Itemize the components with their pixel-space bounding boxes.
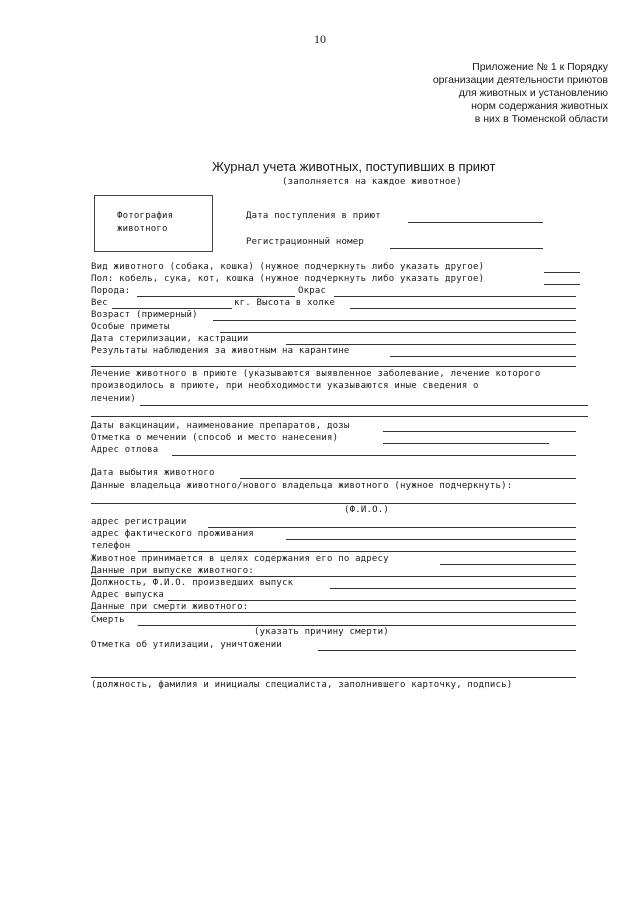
owner-data-label: Данные владельца животного/нового владельца животного (нужное подчеркнуть): [91,481,513,491]
marks-line [220,332,576,333]
quarantine-label: Результаты наблюдения за животным на карантине [91,346,350,356]
release-address-label: Адрес выпуска [91,590,165,600]
capture-address-label: Адрес отлова [91,445,159,455]
death-cause-caption: (указать причину смерти) [254,627,389,637]
weight-label: Вес [91,298,108,308]
actual-address-line [286,539,576,540]
species-label: Вид животного (собака, кошка) (нужное подчеркнуть либо указать другое) [91,262,485,272]
reg-address-label: адрес регистрации [91,517,187,527]
reg-number-label: Регистрационный номер [246,237,364,247]
reg-address-line [208,527,576,528]
treatment-line-1: Лечение животного в приюте (указываются выявленное заболевание, лечение которого [91,369,541,379]
height-label: кг. Высота в холке [234,298,336,308]
height-line [350,308,576,309]
phone-line [138,551,576,552]
phone-label: телефон [91,541,131,551]
appendix-line-1: Приложение № 1 к Порядку [472,61,608,73]
treatment-line-2: производилось в приюте, при необходимости указываются иные сведения о [91,381,479,391]
release-staff-label: Должность, Ф.И.О. произведших выпуск [91,578,294,588]
departure-date-line [240,478,576,479]
release-staff-line [330,588,576,589]
marking-line [383,443,549,444]
photo-label-1: Фотография [117,211,174,221]
sex-label: Пол: кобель, сука, кот, кошка (нужное подчеркнуть либо указать другое) [91,274,485,284]
appendix-line-4: норм содержания животных [471,100,608,112]
breed-label: Порода: [91,286,131,296]
vaccination-label: Даты вакцинации, наименование препаратов, дозы [91,421,350,431]
marking-label: Отметка о мечении (способ и место нанесения) [91,433,339,443]
page-number: 10 [314,32,326,46]
death-label: Смерть [91,615,125,625]
blank-line [91,366,576,367]
release-data-label: Данные при выпуске животного: [91,566,254,576]
reg-number-line [390,248,543,249]
treatment-line-3: лечении) [91,394,136,404]
document-subtitle: (заполняется на каждое животное) [282,177,462,187]
document-title: Журнал учета животных, поступивших в приют [212,159,496,174]
arrival-date-label: Дата поступления в приют [246,211,381,221]
accepted-for-line [440,564,576,565]
species-line [544,272,580,273]
color-label: Окрас [298,286,327,296]
accepted-for-label: Животное принимается в целях содержания его по адресу [91,554,389,564]
sex-line [544,284,580,285]
color-line [334,296,576,297]
signature-line [91,677,576,678]
death-line [138,625,576,626]
age-line [213,320,576,321]
disposal-label: Отметка об утилизации, уничтожении [91,640,283,650]
weight-line [112,308,232,309]
capture-address-line [172,455,576,456]
appendix-line-2: организации деятельности приютов [432,74,608,86]
breed-line [137,296,295,297]
treatment-line [140,405,588,406]
arrival-date-line [408,222,543,223]
appendix-line-3: для животных и установлению [458,87,608,99]
appendix-line-5: в них в Тюменской области [474,113,608,125]
fio-caption: (Ф.И.О.) [344,505,389,515]
vaccination-line [383,431,576,432]
age-label: Возраст (примерный) [91,310,198,320]
quarantine-line [390,356,576,357]
photo-label-2: животного [117,224,168,234]
release-address-line [168,600,576,601]
signature-caption: (должность, фамилия и инициалы специалиста, заполнившего карточку, подпись) [91,680,513,690]
death-data-label: Данные при смерти животного: [91,602,249,612]
departure-date-label: Дата выбытия животного [91,468,215,478]
marks-label: Особые приметы [91,322,170,332]
death-data-line [91,612,576,613]
actual-address-label: адрес фактического проживания [91,529,254,539]
disposal-line [318,650,576,651]
sterilization-label: Дата стерилизации, кастрации [91,334,249,344]
sterilization-line [286,344,576,345]
treatment-blank-line [91,416,588,417]
release-data-line [91,576,576,577]
owner-name-line [91,503,576,504]
